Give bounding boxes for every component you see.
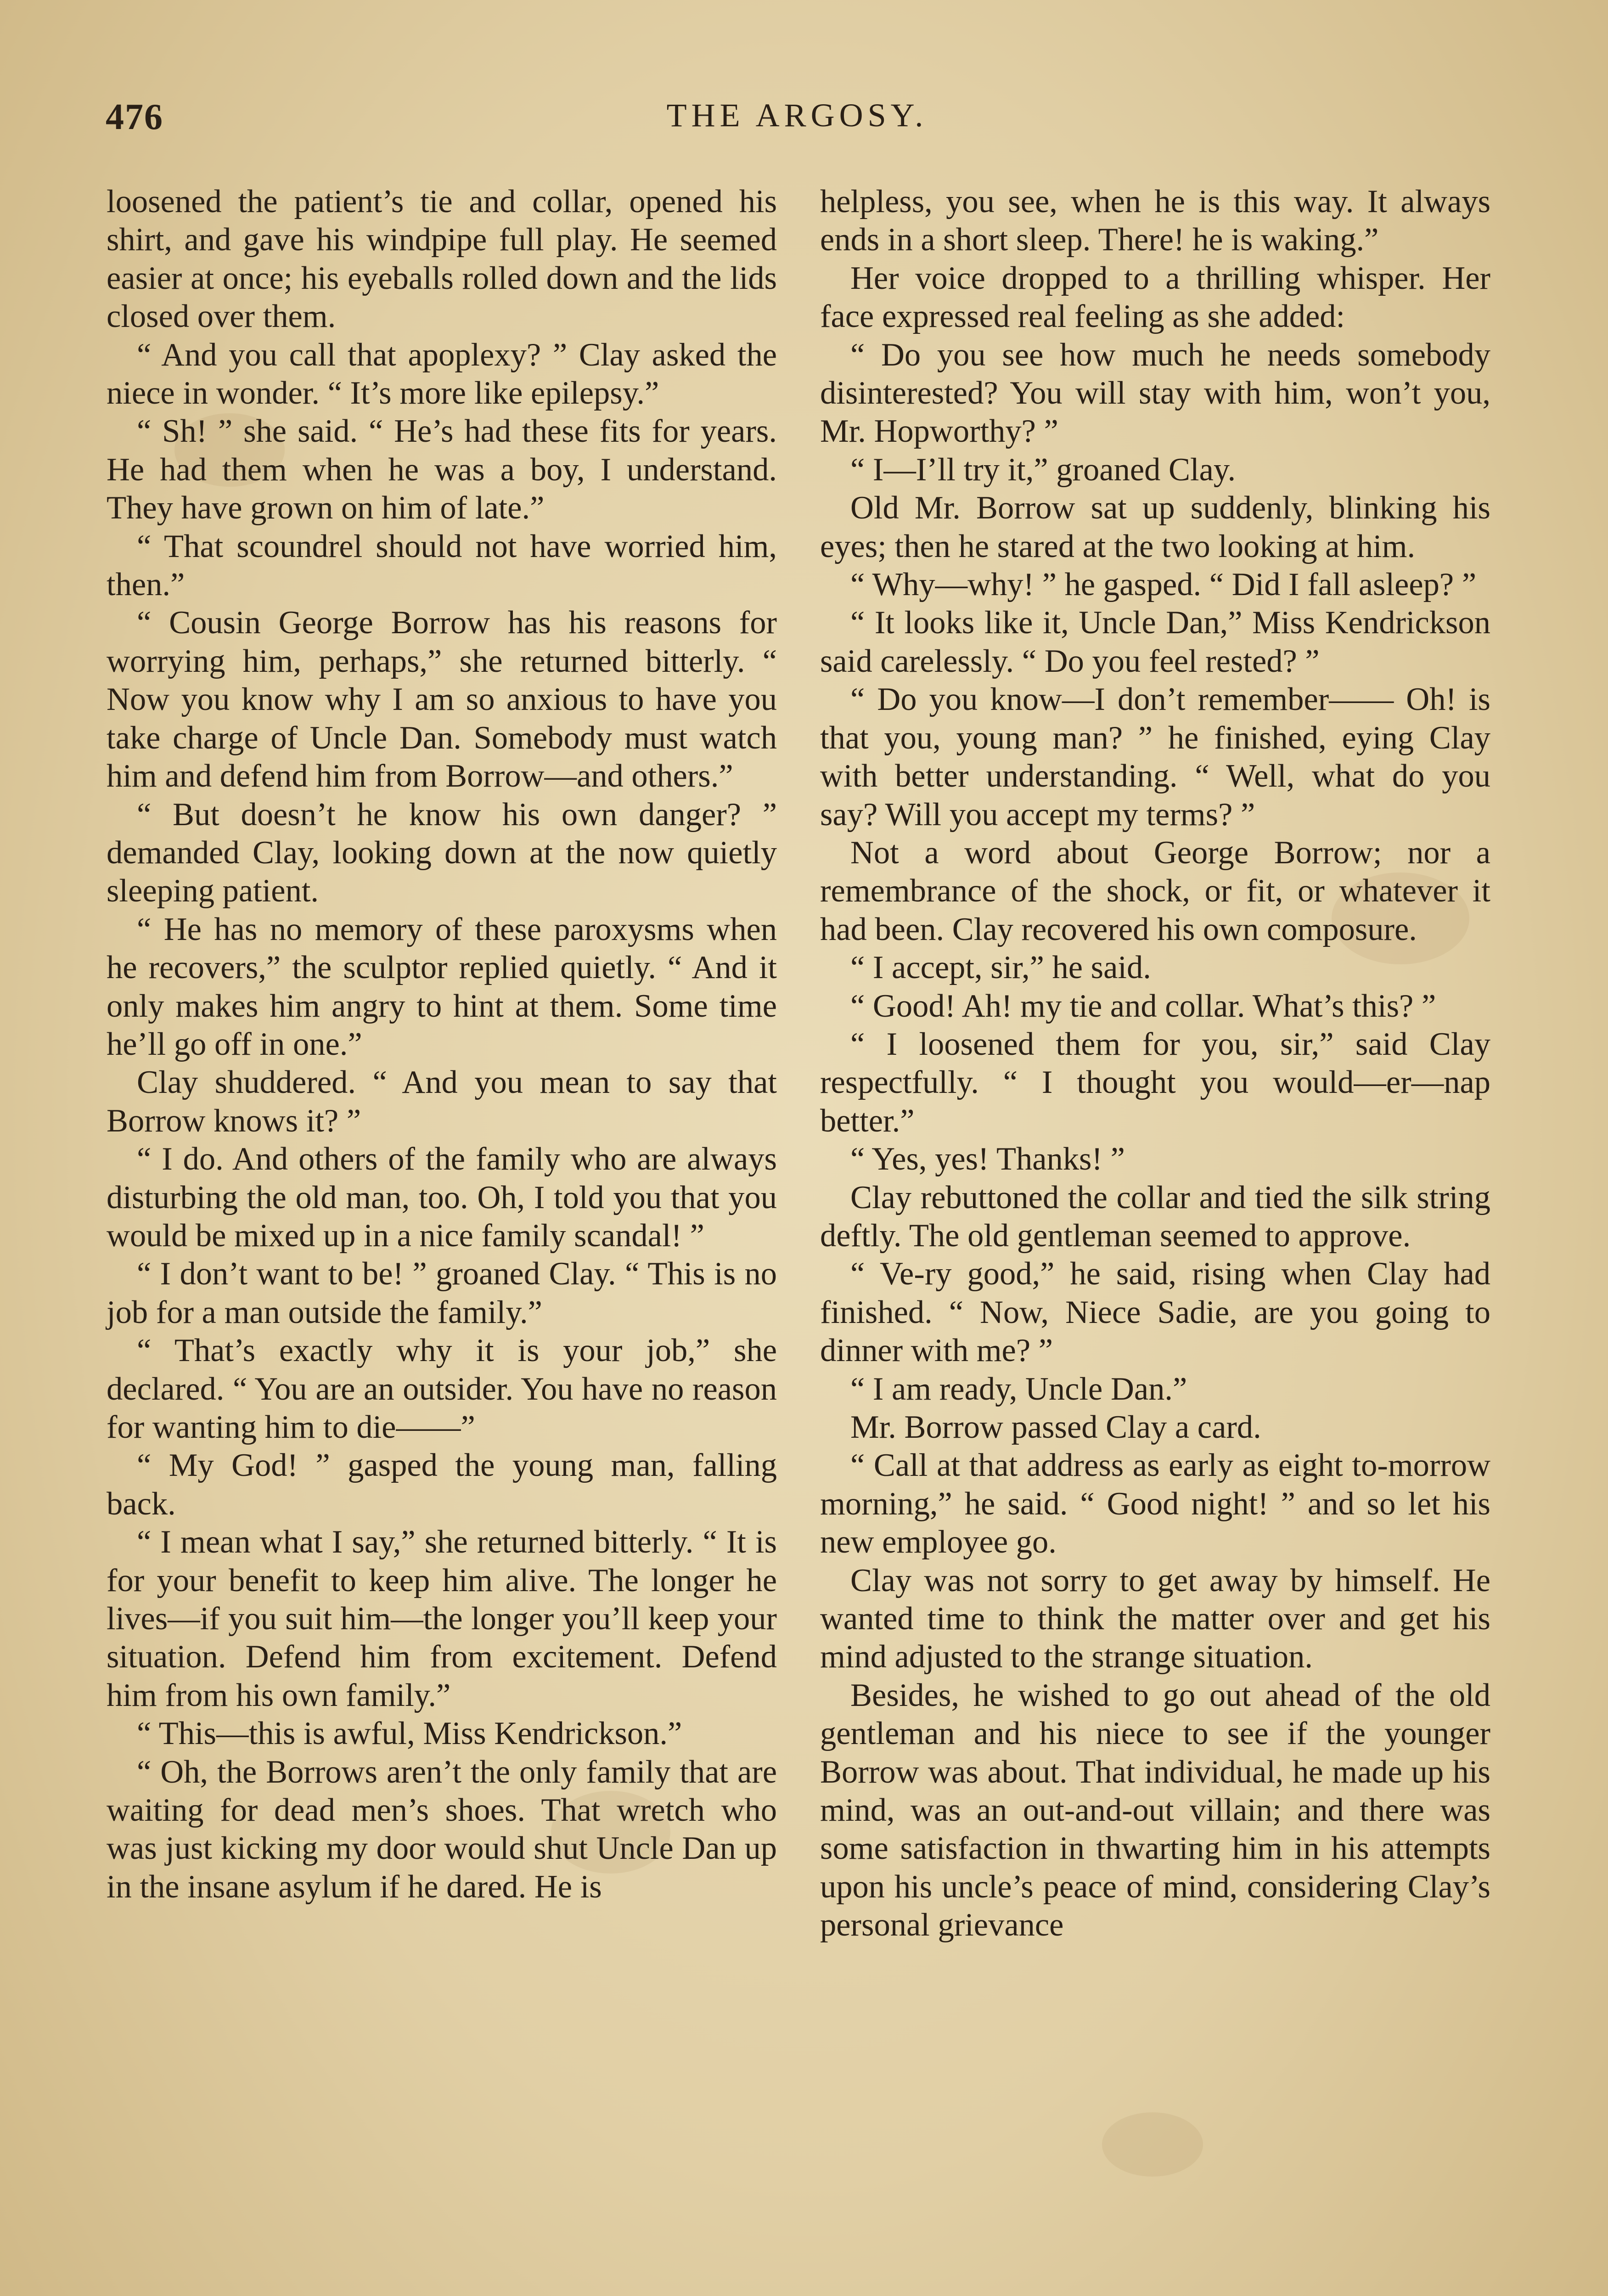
paragraph: “ Sh! ” she said. “ He’s had these fits for years. He had them when he was a boy, I understand. They have grown on him of late.”: [107, 413, 777, 526]
paragraph: helpless, you see, when he is this way. It always ends in a short sleep. There! he is waking.”: [820, 184, 1490, 258]
paragraph: “ Yes, yes! Thanks! ”: [850, 1141, 1125, 1177]
paragraph: Old Mr. Borrow sat up suddenly, blinking his eyes; then he stared at the two looking at him.: [820, 490, 1490, 564]
paragraph: Not a word about George Borrow; nor a remembrance of the shock, or fit, or whatever it had been. Clay recovered his own composure.: [820, 834, 1490, 947]
right-column: [820, 183, 1490, 1945]
paragraph: Clay shuddered. “ And you mean to say that Borrow knows it? ”: [107, 1064, 777, 1139]
paragraph: “ I don’t want to be! ” groaned Clay. “ This is no job for a man outside the family.”: [107, 1256, 777, 1330]
paragraph: “ I—I’ll try it,” groaned Clay.: [850, 451, 1236, 488]
paper-stain: [1102, 2112, 1203, 2177]
paragraph: “ My God! ” gasped the young man, falling back.: [107, 1447, 777, 1522]
paragraph: “ I do. And others of the family who are always disturbing the old man, too. Oh, I told you that you would be mixed up in a nice family scandal! ”: [107, 1141, 777, 1254]
paragraph: “ I am ready, Uncle Dan.”: [850, 1371, 1187, 1407]
paragraph: “ Oh, the Borrows aren’t the only family that are waiting for dead men’s shoes. That wretch who was just kicking my door would shut Uncle Dan up in the insane asylum if he dared. He is: [107, 1754, 777, 1905]
paragraph: “ I mean what I say,” she returned bitterly. “ It is for your benefit to keep him alive. The longer he lives—if you suit him—the longer you’ll keep your situation. Defend him from excitement. Defend him from his own family.”: [107, 1524, 777, 1713]
paragraph: “ He has no memory of these paroxysms when he recovers,” the sculptor replied quietly. “ And it only makes him angry to hint at them. Some time he’ll go off in one.”: [107, 911, 777, 1062]
paragraph: Besides, he wished to go out ahead of the old gentleman and his niece to see if the younger Borrow was about. That individual, he made up his mind, was an out-and-out villain; and there was some satisfaction in thwarting him in his attempts upon his uncle’s peace of mind, considering Clay’s personal grievance: [820, 1677, 1490, 1943]
left-column: [107, 183, 777, 1906]
paragraph: “ It looks like it, Uncle Dan,” Miss Kendrickson said carelessly. “ Do you feel rested? ”: [820, 605, 1490, 679]
paragraph: loosened the patient’s tie and collar, opened his shirt, and gave his windpipe full play. He seemed easier at once; his eyeballs rolled down and the lids closed over them.: [107, 184, 777, 335]
paragraph: “ This—this is awful, Miss Kendrickson.”: [137, 1716, 682, 1752]
running-head: THE ARGOSY.: [666, 97, 928, 134]
paragraph: “ I loosened them for you, sir,” said Clay respectfully. “ I thought you would—er—nap better.”: [820, 1026, 1490, 1139]
paragraph: “ Why—why! ” he gasped. “ Did I fall asleep? ”: [850, 567, 1477, 603]
paragraph: “ Ve-ry good,” he said, rising when Clay had finished. “ Now, Niece Sadie, are you going to dinner with me? ”: [820, 1256, 1490, 1369]
paragraph: “ But doesn’t he know his own danger? ” demanded Clay, looking down at the now quietly sleeping patient.: [107, 796, 777, 909]
paragraph: Mr. Borrow passed Clay a card.: [850, 1409, 1261, 1445]
paragraph: “ Do you know—I don’t remember—— Oh! is that you, young man? ” he finished, eying Clay with better understanding. “ Well, what do you say? Will you accept my terms? ”: [820, 681, 1490, 833]
paragraph: “ That’s exactly why it is your job,” she declared. “ You are an outsider. You have no reason for wanting him to die——”: [107, 1333, 777, 1445]
paragraph: “ I accept, sir,” he said.: [850, 950, 1151, 986]
page-number: 476: [106, 97, 163, 137]
paragraph: “ That scoundrel should not have worried him, then.”: [107, 528, 777, 603]
paragraph: “ Cousin George Borrow has his reasons for worrying him, perhaps,” she returned bitterly. “ Now you know why I am so anxious to have you take charge of Uncle Dan. Somebody must watch him and defend him from Borrow—and others.”: [107, 605, 777, 794]
paragraph: Clay rebuttoned the collar and tied the silk string deftly. The old gentleman seemed to approve.: [820, 1179, 1490, 1254]
paragraph: “ Good! Ah! my tie and collar. What’s this? ”: [850, 988, 1436, 1024]
paragraph: Clay was not sorry to get away by himself. He wanted time to think the matter over and get his mind adjusted to the strange situation.: [820, 1562, 1490, 1675]
paragraph: “ Do you see how much he needs somebody disinterested? You will stay with him, won’t you, Mr. Hopworthy? ”: [820, 337, 1490, 450]
page-header: [106, 96, 1489, 147]
paragraph: “ And you call that apoplexy? ” Clay asked the niece in wonder. “ It’s more like epilepsy.”: [107, 337, 777, 411]
paragraph: Her voice dropped to a thrilling whisper. Her face expressed real feeling as she added:: [820, 260, 1490, 335]
paragraph: “ Call at that address as early as eight to-morrow morning,” he said. “ Good night! ” and so let his new employee go.: [820, 1447, 1490, 1560]
